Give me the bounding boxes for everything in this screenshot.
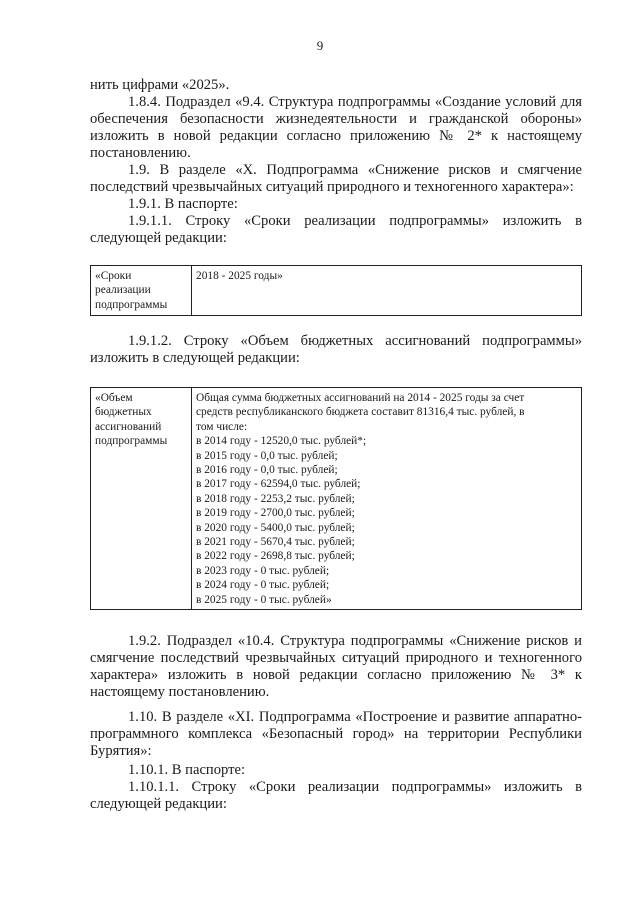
paragraph-1-10: 1.10. В разделе «XI. Подпрограмма «Построение и развитие аппаратно-программного комплекса «Безопасный город» на территории Республики Бурятия»: [90, 709, 582, 759]
budget-line: в 2015 году - 0,0 тыс. рублей; [196, 449, 338, 462]
page-number: 9 [316, 38, 324, 53]
table-cell-label: «Объем бюджетных ассигнований подпрограммы [91, 388, 192, 610]
budget-line: в 2024 году - 0 тыс. рублей; [196, 579, 330, 592]
budget-line: средств республиканского бюджета составит 81316,4 тыс. рублей, в [196, 406, 525, 419]
table-cell-value: 2018 - 2025 годы» [192, 266, 582, 316]
table-cell-value [192, 388, 582, 610]
budget-line: в 2023 году - 0 тыс. рублей; [196, 564, 330, 577]
table-row [91, 266, 582, 316]
budget-line: в 2017 году - 62594,0 тыс. рублей; [196, 478, 361, 491]
table-row [91, 388, 582, 610]
paragraph-1-9-2: 1.9.2. Подраздел «10.4. Структура подпрограммы «Снижение рисков и смягчение последствий чрезвычайных ситуаций природного и техногенного характера» изложить в новой редакции согласно приложению № 3* к настоящему постановлению. [90, 633, 582, 700]
passport-table-terms [90, 265, 582, 316]
paragraph-1-9-1: 1.9.1. В паспорте: [128, 196, 238, 212]
budget-line: том числе: [196, 420, 248, 433]
budget-line: в 2025 году - 0 тыс. рублей» [196, 593, 332, 606]
paragraph-1-10-1-1: 1.10.1.1. Строку «Сроки реализации подпрограммы» изложить в следующей редакции: [90, 779, 582, 812]
budget-line: в 2020 году - 5400,0 тыс. рублей; [196, 521, 355, 534]
paragraph-1-10-1: 1.10.1. В паспорте: [128, 762, 246, 778]
paragraph-1-9-1-2: 1.9.1.2. Строку «Объем бюджетных ассигнований подпрограммы» изложить в следующей редакции: [90, 333, 582, 366]
paragraph-1-9: 1.9. В разделе «X. Подпрограмма «Снижение рисков и смягчение последствий чрезвычайных ситуаций природного и техногенного характера»: [90, 162, 582, 195]
paragraph-continuation: нить цифрами «2025». [90, 77, 230, 93]
budget-line: в 2019 году - 2700,0 тыс. рублей; [196, 507, 355, 520]
budget-line: в 2014 году - 12520,0 тыс. рублей*; [196, 435, 367, 448]
budget-line: в 2022 году - 2698,8 тыс. рублей; [196, 550, 355, 563]
table-cell-label: «Сроки реализации подпрограммы [91, 266, 192, 316]
budget-line: в 2016 году - 0,0 тыс. рублей; [196, 464, 338, 477]
budget-line: Общая сумма бюджетных ассигнований на 2014 - 2025 годы за счет [196, 392, 525, 404]
budget-line: в 2021 году - 5670,4 тыс. рублей; [196, 536, 355, 549]
paragraph-1-9-1-1: 1.9.1.1. Строку «Сроки реализации подпрограммы» изложить в следующей редакции: [90, 213, 582, 246]
passport-table-budget [90, 387, 582, 610]
paragraph-1-8-4: 1.8.4. Подраздел «9.4. Структура подпрограммы «Создание условий для обеспечения безопасности жизнедеятельности и гражданской обороны» изложить в новой редакции согласно приложению № 2* к настоящему постановлению. [90, 94, 582, 161]
budget-line: в 2018 году - 2253,2 тыс. рублей; [196, 492, 355, 505]
